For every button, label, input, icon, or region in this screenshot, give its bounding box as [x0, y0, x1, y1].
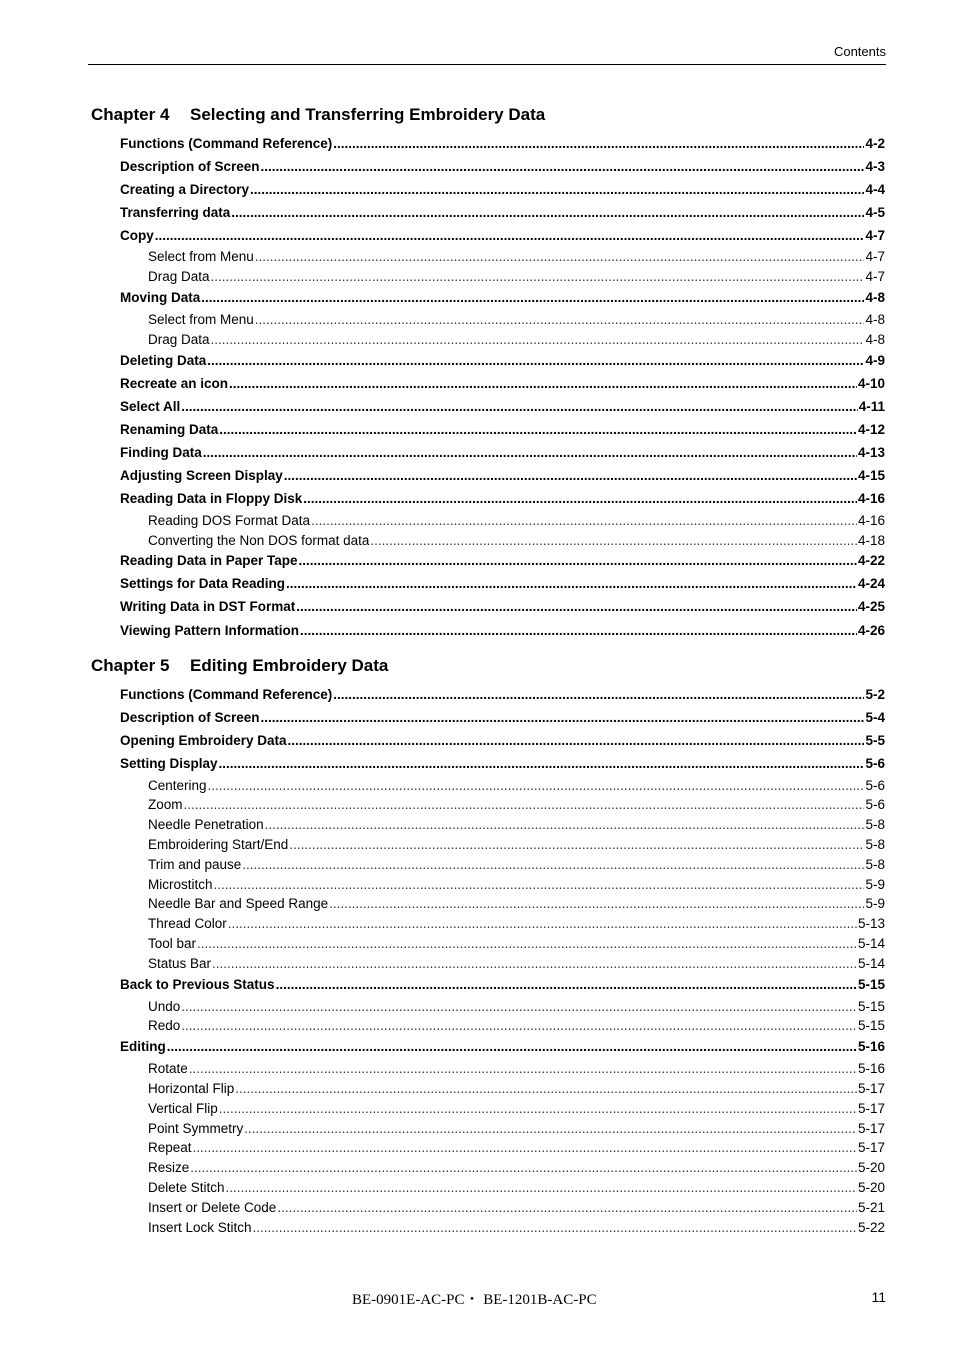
toc-entry-page: 4-12: [857, 422, 885, 437]
toc-entry-title: Adjusting Screen Display: [120, 468, 283, 483]
toc-entry-title: Needle Bar and Speed Range: [148, 896, 329, 911]
dot-leader: [219, 1101, 857, 1116]
dot-leader: [211, 269, 865, 284]
running-header: Contents: [833, 44, 886, 59]
toc-entry[interactable]: [148, 1220, 885, 1235]
toc-entry[interactable]: [120, 136, 885, 151]
toc-entry-title: Copy: [120, 228, 154, 243]
toc-entry[interactable]: [148, 797, 885, 812]
toc-entry-title: Select from Menu: [148, 312, 254, 327]
toc-entry[interactable]: [120, 553, 885, 568]
toc-entry[interactable]: [148, 1160, 885, 1175]
toc-entry-page: 4-2: [865, 136, 885, 151]
toc-entry-title: Insert Lock Stitch: [148, 1220, 252, 1235]
toc-entry-title: Rotate: [148, 1061, 188, 1076]
dot-leader: [370, 533, 857, 548]
toc-entry-page: 4-8: [865, 312, 885, 327]
toc-entry-title: Status Bar: [148, 956, 212, 971]
toc-entry-title: Writing Data in DST Format: [120, 599, 296, 614]
chapter-heading: [91, 656, 388, 676]
toc-entry-page: 5-17: [857, 1081, 885, 1096]
toc-entry-title: Transferring data: [120, 205, 231, 220]
toc-entry-page: 4-7: [865, 249, 885, 264]
toc-entry-title: Reading Data in Paper Tape: [120, 553, 298, 568]
toc-entry[interactable]: [120, 756, 885, 771]
toc-entry[interactable]: [120, 1039, 885, 1054]
dot-leader: [231, 205, 864, 220]
toc-entry[interactable]: [120, 376, 885, 391]
toc-entry-title: Select from Menu: [148, 249, 254, 264]
toc-entry-title: Trim and pause: [148, 857, 242, 872]
dot-leader: [219, 422, 857, 437]
toc-entry-title: Insert or Delete Code: [148, 1200, 277, 1215]
toc-entry-page: 4-9: [865, 353, 885, 368]
toc-entry-page: 5-13: [857, 916, 885, 931]
toc-entry-title: Renaming Data: [120, 422, 219, 437]
toc-entry-title: Description of Screen: [120, 159, 260, 174]
toc-entry[interactable]: [120, 159, 885, 174]
toc-entry-page: 5-17: [857, 1101, 885, 1116]
toc-entry-page: 5-16: [857, 1039, 885, 1054]
dot-leader: [203, 445, 857, 460]
dot-leader: [296, 599, 857, 614]
toc-entry[interactable]: [148, 1018, 885, 1033]
dot-leader: [265, 817, 865, 832]
toc-entry-page: 4-7: [865, 228, 885, 243]
toc-entry[interactable]: [120, 182, 885, 197]
dot-leader: [289, 837, 864, 852]
toc-entry[interactable]: [148, 1140, 885, 1155]
dot-leader: [284, 468, 857, 483]
toc-entry-page: 5-16: [857, 1061, 885, 1076]
toc-entry-title: Back to Previous Status: [120, 977, 275, 992]
toc-entry-title: Finding Data: [120, 445, 202, 460]
toc-entry-page: 5-6: [865, 797, 885, 812]
toc-entry-page: 5-4: [865, 710, 885, 725]
dot-leader: [155, 228, 865, 243]
toc-entry[interactable]: [120, 710, 885, 725]
toc-entry[interactable]: [148, 533, 885, 548]
toc-entry-page: 4-11: [858, 399, 885, 414]
toc-entry-page: 4-18: [857, 533, 885, 548]
dot-leader: [250, 182, 864, 197]
dot-leader: [244, 1121, 857, 1136]
chapter-number: Chapter 5: [91, 656, 170, 675]
toc-entry[interactable]: [148, 513, 885, 528]
toc-entry[interactable]: [148, 837, 885, 852]
toc-entry[interactable]: [148, 916, 885, 931]
chapter-heading: [91, 105, 545, 125]
dot-leader: [226, 1180, 857, 1195]
dot-leader: [197, 936, 857, 951]
toc-entry[interactable]: [120, 422, 885, 437]
toc-entry[interactable]: [148, 1101, 885, 1116]
dot-leader: [333, 687, 864, 702]
toc-entry-title: Moving Data: [120, 290, 201, 305]
dot-leader: [167, 1039, 857, 1054]
page-number: 11: [871, 1289, 886, 1305]
dot-leader: [208, 778, 865, 793]
dot-leader: [181, 999, 857, 1014]
dot-leader: [311, 513, 857, 528]
toc-entry[interactable]: [120, 491, 885, 506]
toc-entry-title: Undo: [148, 999, 181, 1014]
dot-leader: [303, 491, 857, 506]
toc-entry-title: Select All: [120, 399, 181, 414]
toc-entry-title: Drag Data: [148, 269, 210, 284]
toc-entry[interactable]: [148, 1121, 885, 1136]
toc-entry[interactable]: [120, 733, 885, 748]
toc-entry[interactable]: [148, 956, 885, 971]
toc-entry[interactable]: [148, 1200, 885, 1215]
toc-entry[interactable]: [148, 877, 885, 892]
toc-entry[interactable]: [120, 228, 885, 243]
toc-entry-page: 5-20: [857, 1180, 885, 1195]
dot-leader: [193, 1140, 857, 1155]
dot-leader: [211, 332, 865, 347]
toc-entry-title: Description of Screen: [120, 710, 260, 725]
toc-entry[interactable]: [120, 445, 885, 460]
toc-entry[interactable]: [148, 857, 885, 872]
toc-entry[interactable]: [148, 1180, 885, 1195]
toc-entry-title: Viewing Pattern Information: [120, 623, 300, 638]
toc-entry-title: Deleting Data: [120, 353, 207, 368]
toc-entry-page: 5-20: [857, 1160, 885, 1175]
toc-entry[interactable]: [120, 687, 885, 702]
toc-entry-page: 5-15: [857, 1018, 885, 1033]
dot-leader: [253, 1220, 857, 1235]
toc-entry[interactable]: [148, 269, 885, 284]
dot-leader: [207, 353, 864, 368]
toc-entry-page: 5-21: [857, 1200, 885, 1215]
dot-leader: [189, 1061, 857, 1076]
toc-entry-title: Point Symmetry: [148, 1121, 244, 1136]
dot-leader: [299, 553, 857, 568]
dot-leader: [242, 857, 864, 872]
toc-entry-page: 4-16: [857, 513, 885, 528]
toc-entry-page: 5-9: [865, 896, 885, 911]
dot-leader: [228, 916, 857, 931]
toc-entry[interactable]: [120, 353, 885, 368]
dot-leader: [261, 159, 865, 174]
dot-leader: [184, 797, 865, 812]
toc-entry-title: Converting the Non DOS format data: [148, 533, 370, 548]
toc-entry[interactable]: [120, 290, 885, 305]
toc-entry-page: 5-22: [857, 1220, 885, 1235]
toc-entry-page: 4-15: [857, 468, 885, 483]
toc-entry[interactable]: [148, 936, 885, 951]
toc-entry-page: 5-8: [865, 817, 885, 832]
toc-entry-page: 5-14: [857, 956, 885, 971]
toc-entry-page: 4-10: [857, 376, 885, 391]
dot-leader: [229, 376, 857, 391]
dot-leader: [219, 756, 865, 771]
toc-entry-title: Tool bar: [148, 936, 197, 951]
toc-entry-title: Microstitch: [148, 877, 213, 892]
toc-entry-title: Vertical Flip: [148, 1101, 218, 1116]
dot-leader: [255, 249, 865, 264]
toc-entry[interactable]: [120, 399, 885, 414]
toc-entry-title: Recreate an icon: [120, 376, 229, 391]
dot-leader: [277, 1200, 857, 1215]
toc-entry-title: Centering: [148, 778, 207, 793]
dot-leader: [261, 710, 865, 725]
toc-entry-title: Reading Data in Floppy Disk: [120, 491, 303, 506]
toc-entry-page: 4-8: [865, 332, 885, 347]
toc-entry-title: Resize: [148, 1160, 190, 1175]
toc-entry[interactable]: [148, 817, 885, 832]
dot-leader: [181, 1018, 857, 1033]
toc-entry[interactable]: [148, 1061, 885, 1076]
toc-entry-page: 5-14: [857, 936, 885, 951]
toc-entry-page: 5-8: [865, 837, 885, 852]
toc-entry-title: Embroidering Start/End: [148, 837, 289, 852]
dot-leader: [300, 623, 857, 638]
dot-leader: [276, 977, 857, 992]
toc-entry-title: Setting Display: [120, 756, 218, 771]
toc-entry-page: 4-5: [865, 205, 885, 220]
footer-model: BE-0901E-AC-PC・ BE-1201B-AC-PC: [352, 1292, 597, 1308]
toc-entry-title: Functions (Command Reference): [120, 136, 333, 151]
toc-entry-title: Horizontal Flip: [148, 1081, 235, 1096]
toc-entry[interactable]: [148, 1081, 885, 1096]
chapter-number: Chapter 4: [91, 105, 170, 124]
dot-leader: [181, 399, 857, 414]
toc-entry-title: Creating a Directory: [120, 182, 250, 197]
toc-entry-page: 4-7: [865, 269, 885, 284]
toc-entry[interactable]: [120, 468, 885, 483]
toc-entry-page: 4-3: [865, 159, 885, 174]
toc-entry-page: 4-8: [865, 290, 885, 305]
toc-entry-title: Drag Data: [148, 332, 210, 347]
toc-entry-title: Editing: [120, 1039, 166, 1054]
toc-entry-title: Thread Color: [148, 916, 227, 931]
chapter-title: Editing Embroidery Data: [190, 656, 389, 675]
dot-leader: [212, 956, 857, 971]
dot-leader: [329, 896, 864, 911]
dot-leader: [190, 1160, 857, 1175]
toc-entry-page: 5-8: [865, 857, 885, 872]
dot-leader: [288, 733, 865, 748]
toc-entry-page: 4-24: [857, 576, 885, 591]
toc-entry[interactable]: [148, 999, 885, 1014]
toc-entry-page: 5-15: [857, 999, 885, 1014]
toc-entry[interactable]: [148, 249, 885, 264]
toc-entry[interactable]: [148, 312, 885, 327]
header-rule: [88, 64, 886, 65]
toc-entry-page: 4-4: [865, 182, 885, 197]
toc-entry-page: 4-26: [857, 623, 885, 638]
toc-entry-page: 4-13: [857, 445, 885, 460]
dot-leader: [214, 877, 865, 892]
toc-entry[interactable]: [148, 778, 885, 793]
chapter-title: Selecting and Transferring Embroidery Data: [190, 105, 546, 124]
toc-entry[interactable]: [120, 599, 885, 614]
toc-entry-page: 4-25: [857, 599, 885, 614]
toc-entry[interactable]: [148, 332, 885, 347]
toc-entry-page: 5-9: [865, 877, 885, 892]
dot-leader: [235, 1081, 857, 1096]
toc-entry-title: Redo: [148, 1018, 181, 1033]
toc-entry-title: Opening Embroidery Data: [120, 733, 287, 748]
toc-entry-title: Functions (Command Reference): [120, 687, 333, 702]
dot-leader: [333, 136, 864, 151]
toc-entry-page: 4-16: [857, 491, 885, 506]
toc-entry-title: Reading DOS Format Data: [148, 513, 311, 528]
dot-leader: [201, 290, 864, 305]
toc-entry[interactable]: [120, 576, 885, 591]
toc-entry[interactable]: [148, 896, 885, 911]
toc-entry-page: 4-22: [857, 553, 885, 568]
toc-entry-page: 5-5: [865, 733, 885, 748]
toc-entry-page: 5-17: [857, 1121, 885, 1136]
toc-entry-page: 5-2: [865, 687, 885, 702]
toc-entry-title: Repeat: [148, 1140, 192, 1155]
toc-entry-title: Settings for Data Reading: [120, 576, 286, 591]
toc-entry-title: Needle Penetration: [148, 817, 264, 832]
toc-entry-page: 5-6: [865, 756, 885, 771]
toc-entry[interactable]: [120, 623, 885, 638]
toc-entry-page: 5-6: [865, 778, 885, 793]
toc-entry-title: Zoom: [148, 797, 183, 812]
toc-entry[interactable]: [120, 205, 885, 220]
toc-entry[interactable]: [120, 977, 885, 992]
dot-leader: [255, 312, 865, 327]
toc-entry-title: Delete Stitch: [148, 1180, 225, 1195]
toc-entry-page: 5-17: [857, 1140, 885, 1155]
dot-leader: [286, 576, 857, 591]
toc-entry-page: 5-15: [857, 977, 885, 992]
